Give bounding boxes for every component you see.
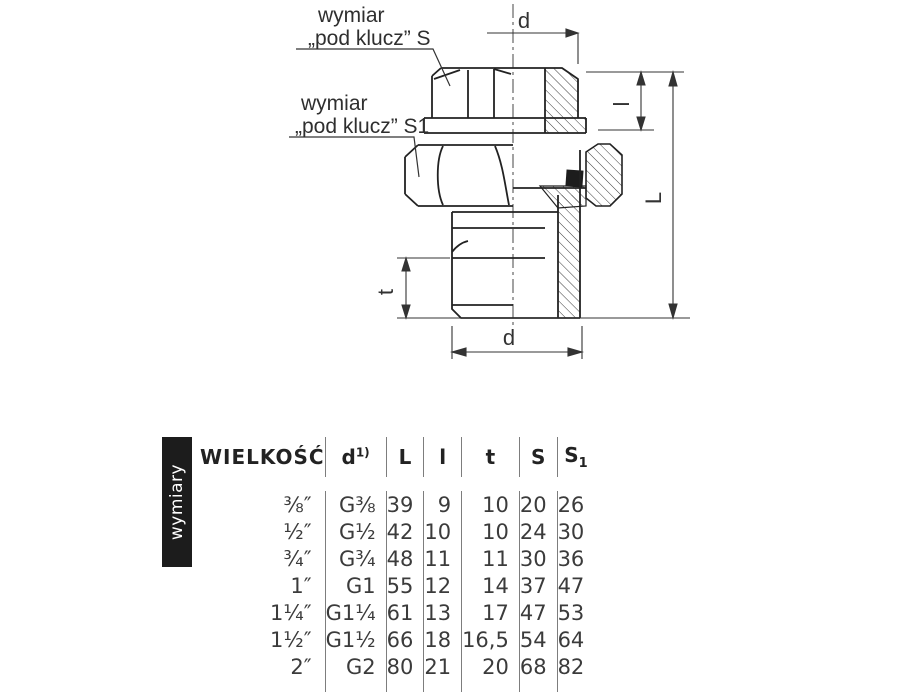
col-header-t: t <box>461 437 519 477</box>
leader-s-line1: wymiar <box>318 4 385 27</box>
cell-l: 12 <box>423 572 461 599</box>
table-row <box>200 518 594 545</box>
cell-l: 18 <box>423 626 461 653</box>
cell-S: 24 <box>519 518 557 545</box>
dimensions-table <box>200 437 594 692</box>
cell-l: 10 <box>423 518 461 545</box>
cell-size: 2″ <box>290 654 312 679</box>
cell-L: 42 <box>386 518 424 545</box>
cell-l: 21 <box>423 653 461 680</box>
cell-S1: 30 <box>557 518 595 545</box>
cell-size: ¾″ <box>283 546 312 571</box>
cell-size: ½″ <box>283 519 312 544</box>
cell-S: 54 <box>519 626 557 653</box>
cell-d: G1 <box>325 572 386 599</box>
table-row <box>200 572 594 599</box>
table-row <box>200 626 594 653</box>
side-label-text: wymiary <box>167 463 187 541</box>
cell-l: 11 <box>423 545 461 572</box>
union-nut-outline <box>405 145 513 206</box>
cell-L: 61 <box>386 599 424 626</box>
cell-size: ⅜″ <box>283 492 312 517</box>
leader-s <box>296 4 450 86</box>
cell-S: 20 <box>519 491 557 518</box>
cell-d: G2 <box>325 653 386 680</box>
cell-S: 30 <box>519 545 557 572</box>
cell-d: G1½ <box>325 626 386 653</box>
dim-label-d-bottom: d <box>502 325 516 350</box>
leader-s1 <box>289 92 429 177</box>
cell-t: 11 <box>461 545 519 572</box>
table-row <box>200 545 594 572</box>
dimension-d-bottom <box>452 326 582 359</box>
leader-s1-line2: „pod klucz” S1 <box>295 115 430 138</box>
table-row <box>200 599 594 626</box>
cell-size: 1¼″ <box>270 600 312 625</box>
cell-S1: 36 <box>557 545 595 572</box>
cell-d: G1¼ <box>325 599 386 626</box>
cell-t: 17 <box>461 599 519 626</box>
dim-label-L: L <box>641 191 666 205</box>
col-header-d: $d^{1)}$ <box>325 437 386 477</box>
dim-label-l: l <box>609 101 634 107</box>
dim-label-d-top: d <box>517 8 531 33</box>
cell-t: 10 <box>461 518 519 545</box>
cell-d: G⅜ <box>325 491 386 518</box>
dimension-d-top <box>487 29 578 64</box>
cell-l: 13 <box>423 599 461 626</box>
col-header-S: S <box>519 437 557 477</box>
cell-d: G½ <box>325 518 386 545</box>
border-extension-row <box>200 680 594 692</box>
cell-d: G¾ <box>325 545 386 572</box>
side-label-wymiary <box>162 437 192 567</box>
cell-L: 66 <box>386 626 424 653</box>
dim-label-t: t <box>373 288 398 296</box>
col-header-L: L <box>386 437 424 477</box>
dimension-L <box>669 72 677 318</box>
col-header-wielkosc: WIELKOŚĆ <box>200 445 325 469</box>
header-gap-row <box>200 477 594 491</box>
cell-size: 1½″ <box>270 627 312 652</box>
cell-L: 80 <box>386 653 424 680</box>
dimension-t <box>397 258 450 318</box>
cell-t: 10 <box>461 491 519 518</box>
cell-l: 9 <box>423 491 461 518</box>
cell-L: 48 <box>386 545 424 572</box>
cell-S: 37 <box>519 572 557 599</box>
cell-S1: 53 <box>557 599 595 626</box>
cell-size: 1″ <box>290 573 312 598</box>
cell-S1: 26 <box>557 491 595 518</box>
cell-t: 20 <box>461 653 519 680</box>
cell-t: 14 <box>461 572 519 599</box>
table-header-row <box>200 437 594 477</box>
cell-S: 68 <box>519 653 557 680</box>
cell-t: 16,5 <box>461 626 519 653</box>
cell-S1: 47 <box>557 572 595 599</box>
cell-S1: 64 <box>557 626 595 653</box>
dimension-l <box>586 72 684 130</box>
table-row <box>200 653 594 680</box>
cell-L: 39 <box>386 491 424 518</box>
leader-s1-line1: wymiar <box>301 92 368 115</box>
table-row <box>200 491 594 518</box>
cell-L: 55 <box>386 572 424 599</box>
leader-s-line2: „pod klucz” S <box>308 27 431 50</box>
cell-S: 47 <box>519 599 557 626</box>
col-header-S1: $S_1$ <box>557 437 595 477</box>
col-header-l: l <box>423 437 461 477</box>
cell-S1: 82 <box>557 653 595 680</box>
